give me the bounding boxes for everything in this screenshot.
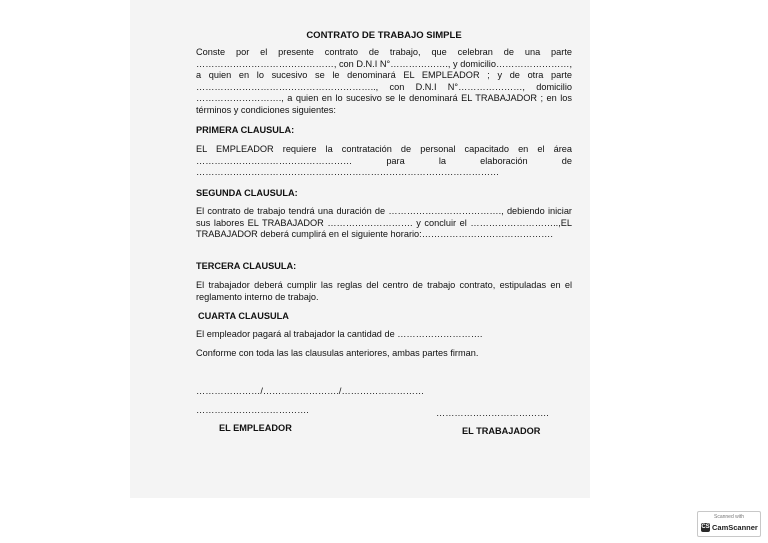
worker-label: EL TRABAJADOR: [462, 426, 541, 436]
camscanner-logo-icon: CS: [701, 524, 710, 530]
employer-label: EL EMPLEADOR: [219, 423, 292, 433]
watermark-caption: Scanned with: [713, 514, 745, 520]
worker-signature-line: ……………………………….: [436, 408, 549, 418]
clause-1-heading: PRIMERA CLAUSULA:: [196, 125, 295, 135]
watermark-brand: CamScanner: [712, 523, 758, 532]
employer-signature-line: ……………………………….: [196, 405, 309, 415]
clause-2-heading: SEGUNDA CLAUSULA:: [196, 188, 298, 198]
clause-3-text: El trabajador deberá cumplir las reglas del centro de trabajo contrato, estipuladas en el reglamento interno de trabajo.: [196, 280, 572, 302]
scanner-watermark: [697, 511, 761, 537]
date-line: …………………/……………………./………………………: [196, 386, 425, 396]
closing-paragraph: Conforme con toda las las clausulas anteriores, ambas partes firman.: [196, 348, 479, 358]
clause-1-text: EL EMPLEADOR requiere la contratación de personal capacitado en el área …………………………………………… para la elaboración de ………………………………………………………………………………………: [196, 144, 572, 178]
clause-4-heading: CUARTA CLAUSULA: [198, 311, 289, 321]
document-title: CONTRATO DE TRABAJO SIMPLE: [306, 30, 462, 41]
clause-4-text: El empleador pagará al trabajador la cantidad de ……………………….: [196, 329, 483, 339]
clause-2-text: El contrato de trabajo tendrá una duración de ………………………………., debiendo iniciar sus labores EL TRABAJADOR ………………………. y concluir el ………………………..,EL TRABAJADOR deberá cumplirá en el siguiente horario:…………………………………….: [196, 206, 572, 240]
clause-3-heading: TERCERA CLAUSULA:: [196, 261, 297, 271]
intro-paragraph: Conste por el presente contrato de trabajo, que celebran de una parte ………………………………………, con D.N.I N°………………., y domicilio……………………, a quien en lo sucesivo se le denominará EL EMPLEADOR ; y de otra parte ………………………………………………….., con D.N.I N°…………………, domicilio ………………………., a quien en lo sucesivo se le denominará EL TRABAJADOR ; en los términos y condiciones siguientes:: [196, 47, 572, 115]
